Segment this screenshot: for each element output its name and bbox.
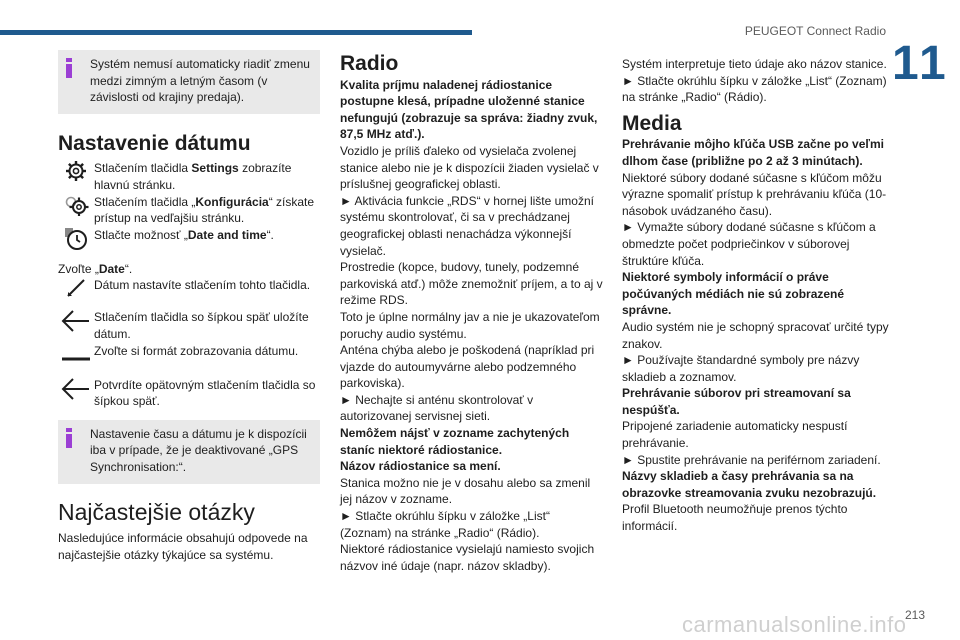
clock-icon (58, 227, 94, 251)
answer: Profil Bluetooth neumožňuje prenos týchto informácií. (622, 502, 848, 534)
answer: Niektoré súbory dodané súčasne s kľúčom môžu výrazne spomaliť prístup k prehrávaniu kľúča (10-násobok uvádzaného času). (622, 170, 887, 218)
pencil-icon (58, 277, 94, 299)
question: Prehrávanie môjho kľúča USB začne po veľmi dlhom čase (približne po 2 až 3 minútach). (622, 137, 885, 168)
question: Kvalita príjmu naladenej rádiostanice postupne klesá, prípadne uloženné stanice nefungujú (zobrazuje sa správa: žiadny zvuk, 87,5 MHz atď.). (340, 77, 598, 142)
answer: Niektoré rádiostanice vysielajú namiesto svojich názvov iné údaje (napr. názov skladby). (340, 542, 595, 573)
answer: Toto je úplne normálny jav a nie je ukazovateľom poruchy audio systému. (340, 309, 600, 341)
answer: ► Používajte štandardné symboly pre názvy skladieb a zoznamov. (622, 353, 860, 384)
watermark: carmanualsonline.info (682, 612, 907, 637)
answer: Anténa chýba alebo je poškodená (napríklad pri vjazde do autoumyvárne alebo podzemného parkoviska). (340, 343, 595, 391)
page-header-title: PEUGEOT Connect Radio (744, 24, 886, 38)
step-date-time: Stlačte možnosť „Date and time“. (58, 227, 320, 251)
note-text: Nastavenie času a dátumu je k dispozícii iba v prípade, že je deaktivované „GPS Synchronisation:“. (90, 426, 307, 474)
question: Nemôžem nájsť v zozname zachytených staníc niektoré rádiostanice. (340, 426, 570, 457)
info-note-daylight (58, 50, 320, 114)
section-title-media: Media (622, 111, 682, 135)
answer: Stanica možno nie je v dosahu alebo sa zmenil jej názov v zozname. (340, 475, 591, 507)
choose-date-text: Zvoľte „Date“. (58, 261, 133, 276)
info-icon (66, 58, 72, 76)
step-date-format: Zvoľte si formát zobrazovania dátumu. (58, 343, 320, 365)
note-text: Systém nemusí automaticky riadiť zmenu medzi zimným a letným časom (v závislosti od krajiny predaja). (90, 57, 310, 105)
step-save-date: Stlačením tlačidla so šípkou späť uložíte dátum. (58, 309, 320, 342)
page-number: 213 (905, 608, 926, 622)
answer: ► Stlačte okrúhlu šípku v záložke „List“ (Zoznam) na stránke „Radio“ (Rádio). (340, 509, 550, 540)
gear-icon (58, 160, 94, 182)
info-icon (66, 428, 72, 446)
answer: ► Spustite prehrávanie na periférnom zariadení. (622, 452, 881, 467)
column-left (58, 50, 320, 563)
column-middle (340, 52, 604, 574)
info-note-gps (58, 420, 320, 484)
question: Niektoré symboly informácií o práve počúvaných médiách nie sú zobrazené správne. (622, 270, 845, 318)
section-title-date: Nastavenie dátumu (58, 131, 251, 155)
step-confirm: Potvrdíte opätovným stlačením tlačidla so šípkou späť. (58, 377, 320, 410)
header-accent-bar (0, 30, 472, 35)
answer: ► Vymažte súbory dodané súčasne s kľúčom a obmedzte počet podpriečinkov v súborovej štruktúre kľúča. (622, 220, 876, 268)
chapter-number: 11 (892, 37, 949, 90)
answer: ► Stlačte okrúhlu šípku v záložke „List“ (Zoznam) na stránke „Radio“ (Rádio). (622, 73, 887, 105)
faq-intro: Nasledujúce informácie obsahujú odpovede na najčastejšie otázky týkajúce sa systému. (58, 531, 308, 562)
answer: Audio systém nie je schopný spracovať určité typy znakov. (622, 319, 889, 351)
column-right (622, 56, 890, 535)
format-list-icon (58, 343, 94, 365)
step-configuration: Stlačením tlačidla „Konfigurácia“ získate prístup na vedľajšiu stránku. (58, 194, 320, 227)
question: Prehrávanie súborov pri streamovaní sa nespúšťa. (622, 386, 851, 417)
answer: Systém interpretuje tieto údaje ako názov stanice. (622, 57, 887, 71)
question: Názvy skladieb a časy prehrávania sa na obrazovke streamovania zvuku nezobrazujú. (622, 469, 877, 500)
step-set-date: Dátum nastavíte stlačením tohto tlačidla. (58, 277, 320, 299)
double-gear-icon (58, 194, 94, 216)
section-title-faq: Najčastejšie otázky (58, 498, 255, 525)
question: Názov rádiostanice sa mení. (340, 459, 501, 474)
answer: Vozidlo je príliš ďaleko od vysielača zvolenej stanice alebo nie je k dispozícii žiaden vysielač v príslušnej geografickej oblasti. (340, 143, 599, 192)
answer: ► Aktivácia funkcie „RDS“ v hornej lište umožní systému skontrolovať, či sa v prechádzanej geografickej oblasti nenachádza výkonnejší vysielač. (340, 193, 594, 258)
section-title-radio: Radio (340, 52, 399, 75)
back-arrow-icon (58, 377, 94, 401)
step-settings: Stlačením tlačidla Settings zobrazíte hlavnú stránku. (58, 160, 320, 193)
back-arrow-icon (58, 309, 94, 333)
answer: Pripojené zariadenie automaticky nespustí prehrávanie. (622, 419, 848, 451)
answer: Prostredie (kopce, budovy, tunely, podzemné parkoviská atď.) môže znemožniť príjem, a to aj v režime RDS. (340, 260, 603, 308)
answer: ► Nechajte si anténu skontrolovať v autorizovanej servisnej sieti. (340, 392, 534, 424)
